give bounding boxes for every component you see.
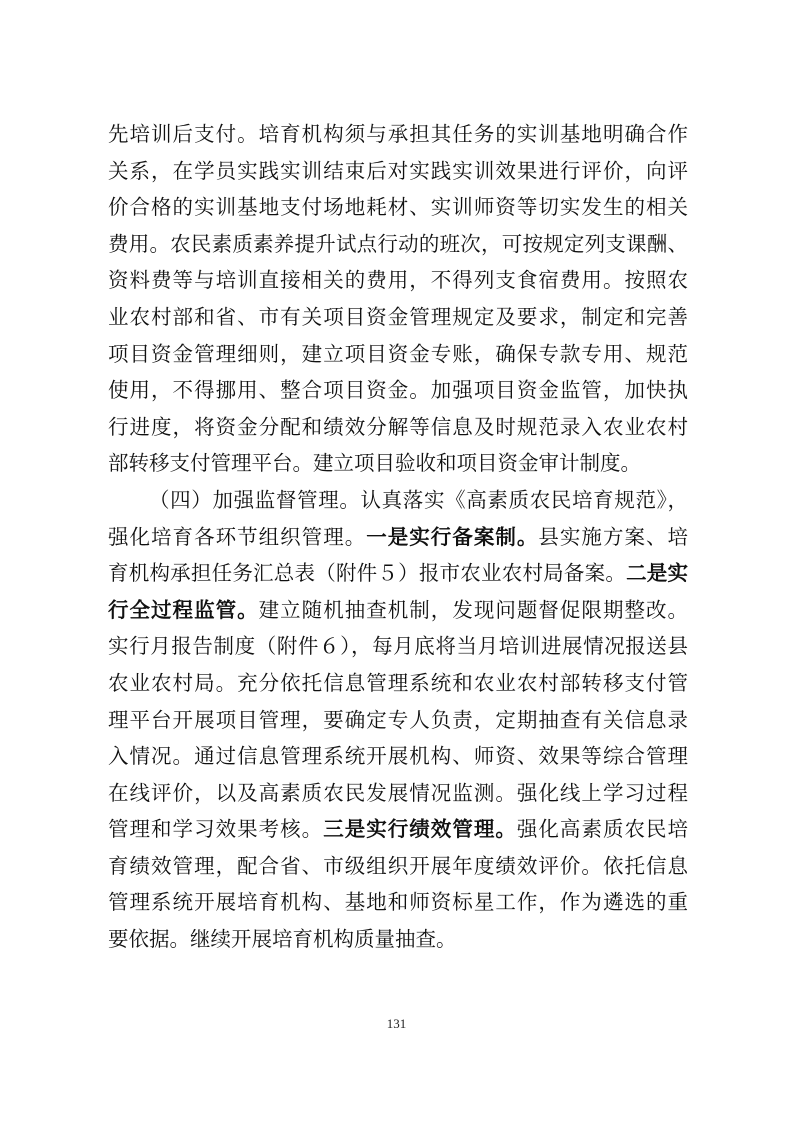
text-line	[108, 592, 688, 629]
text-line: 关系，在学员实践实训结束后对实践实训效果进行评价，向评	[108, 158, 688, 183]
bold-phrase: 行全过程监管。	[108, 597, 259, 622]
text-line: 入情况。通过信息管理系统开展机构、师资、效果等综合管理	[108, 744, 688, 769]
text-line: 要依据。继续开展培育机构质量抽查。	[108, 927, 457, 952]
text-span: 县实施方案、培	[538, 524, 689, 549]
bold-phrase: 一是实行备案制。	[366, 524, 539, 549]
text-line: 行进度，将资金分配和绩效分解等信息及时规范录入农业农村	[108, 414, 688, 439]
section-heading-line: （四）加强监督管理。认真落实《高素质农民培育规范》，	[149, 487, 688, 512]
text-line: 理平台开展项目管理，要确定专人负责，定期抽查有关信息录	[108, 707, 688, 732]
text-span: 育机构承担任务汇总表（附件５）报市农业农村局备案。	[108, 561, 627, 586]
bold-phrase: 三是实行绩效管理。	[323, 817, 517, 842]
text-line: 育绩效管理，配合省、市级组织开展年度绩效评价。依托信息	[108, 853, 688, 878]
text-span: 强化培育各环节组织管理。	[108, 524, 367, 549]
text-line: 部转移支付管理平台。建立项目验收和项目资金审计制度。	[108, 451, 641, 476]
text-line: 项目资金管理细则，建立项目资金专账，确保专款专用、规范	[108, 341, 688, 366]
text-span: 建立随机抽查机制，发现问题督促限期整改。	[258, 597, 689, 622]
text-line: 资料费等与培训直接相关的费用，不得列支食宿费用。按照农	[108, 268, 688, 293]
text-line: 业农村部和省、市有关项目资金管理规定及要求，制定和完善	[108, 304, 688, 329]
body-text	[108, 116, 688, 958]
text-span: 管理和学习效果考核。	[108, 817, 324, 842]
text-line: 价合格的实训基地支付场地耗材、实训师资等切实发生的相关	[108, 195, 688, 220]
text-line	[108, 555, 688, 592]
text-line: 农业农村局。充分依托信息管理系统和农业农村部转移支付管	[108, 670, 688, 695]
page-number: 131	[386, 1016, 407, 1031]
text-line: 管理系统开展培育机构、基地和师资标星工作，作为遴选的重	[108, 890, 688, 915]
text-line: 在线评价，以及高素质农民发展情况监测。强化线上学习过程	[108, 780, 688, 805]
text-span: 强化高素质农民培	[516, 817, 689, 842]
text-line	[108, 519, 688, 556]
text-line: 使用，不得挪用、整合项目资金。加强项目资金监管，加快执	[108, 378, 688, 403]
bold-phrase: 二是实	[626, 561, 689, 586]
text-line: 先培训后支付。培育机构须与承担其任务的实训基地明确合作	[108, 122, 688, 146]
text-line	[108, 811, 688, 848]
text-line: 费用。农民素质素养提升试点行动的班次，可按规定列支课酬、	[108, 231, 688, 256]
text-line: 实行月报告制度（附件６），每月底将当月培训进展情况报送县	[108, 634, 688, 659]
